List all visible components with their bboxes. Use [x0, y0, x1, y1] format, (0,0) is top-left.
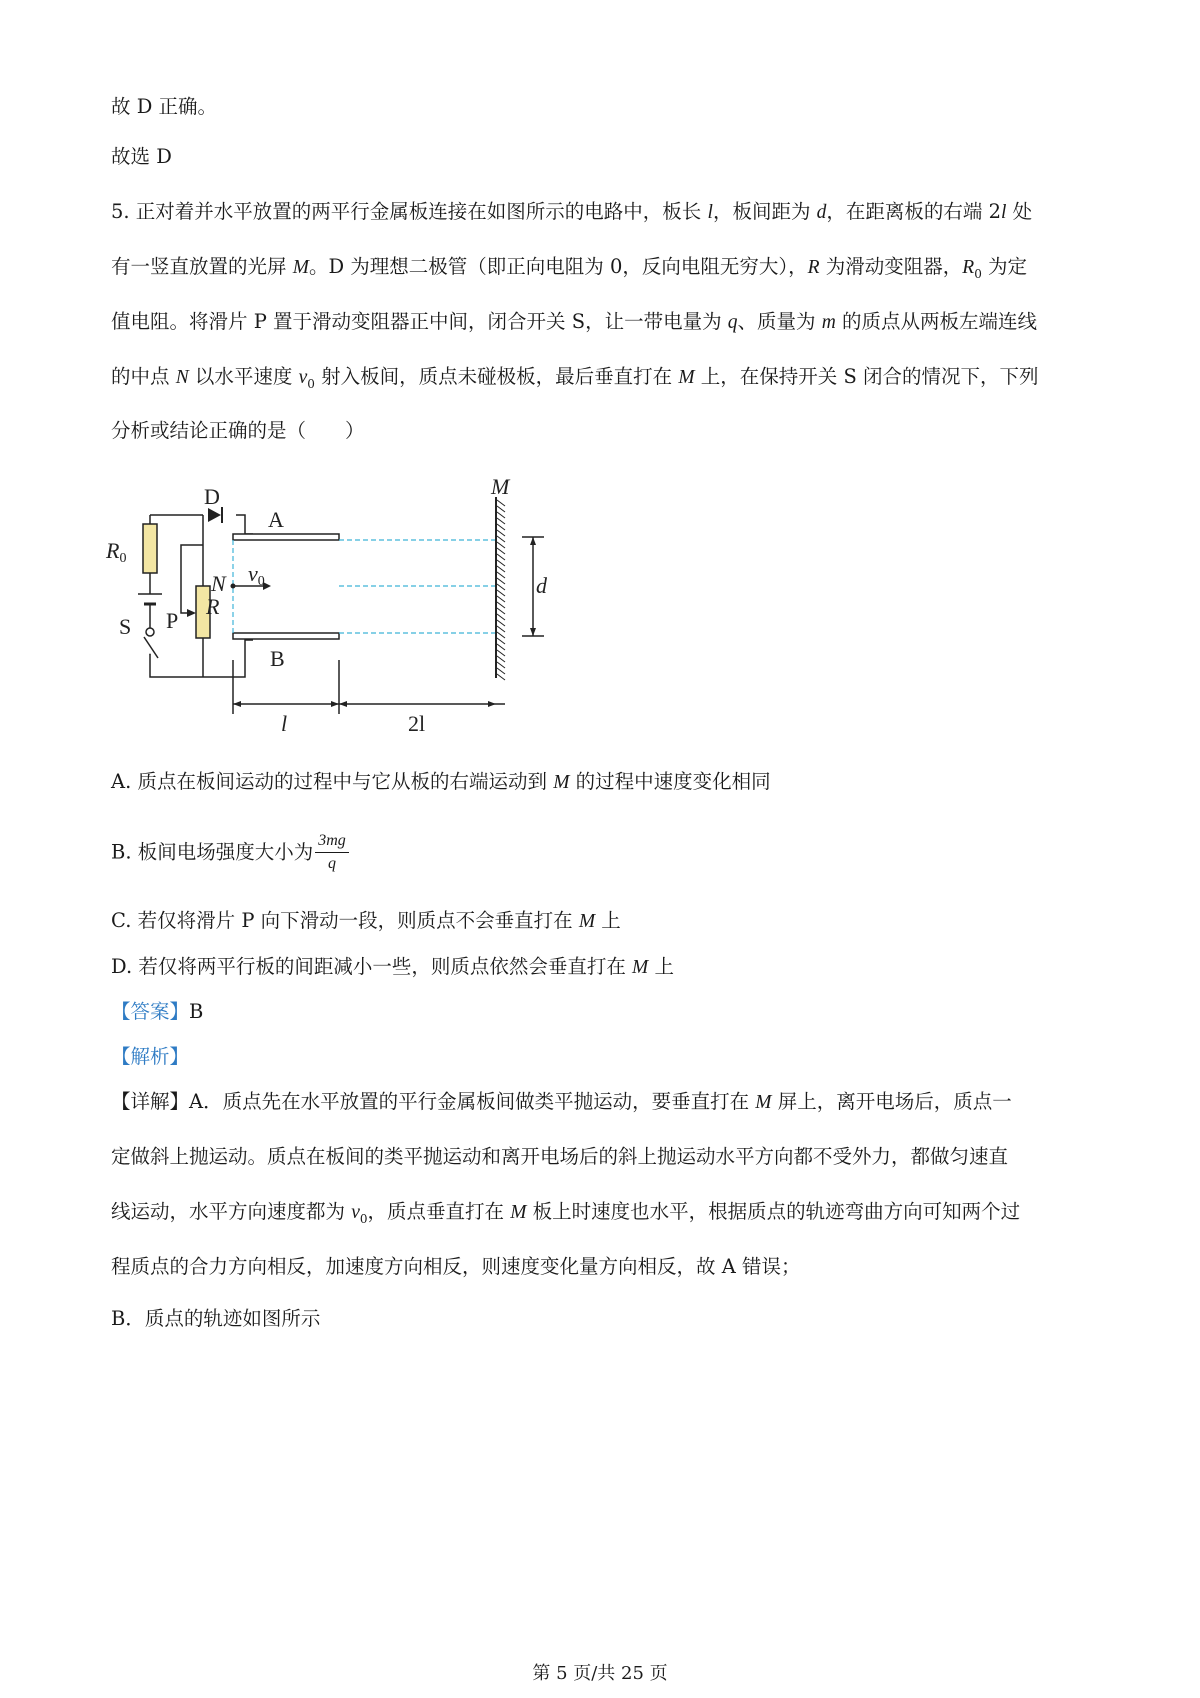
question-line-4: 的中点 N 以水平速度 $v_0$ 射入板间，质点未碰极板，最后垂直打在 M 上，在保持开关 S 闭合的情况下，下列	[111, 365, 1039, 391]
label-l: l	[281, 711, 288, 736]
question-line-3: 值电阻。将滑片 P 置于滑动变阻器正中间，闭合开关 S，让一带电量为 q、质量为 m 的质点从两板左端连线	[111, 310, 1038, 333]
question-line-5: 分析或结论正确的是（ ）	[111, 419, 365, 442]
prev-answer-line: 故 D 正确。	[111, 95, 218, 118]
option-a: A. 质点在板间运动的过程中与它从板的右端运动到 M 的过程中速度变化相同	[111, 770, 771, 793]
plate-b	[233, 633, 339, 639]
prev-choice-line: 故选 D	[111, 145, 172, 168]
efield-fraction: $\frac{3mg}{q}$	[315, 831, 349, 875]
detail-line-5: B．质点的轨迹如图所示	[111, 1307, 321, 1330]
page-footer: 第 5 页/共 25 页	[532, 1663, 668, 1684]
plate-a	[233, 534, 339, 540]
diode-d	[208, 507, 222, 523]
label-r-rheostat: R	[206, 594, 220, 619]
label-d-distance: d	[536, 573, 547, 598]
question-line-2: 有一竖直放置的光屏 M。D 为理想二极管（即正向电阻为 0，反向电阻无穷大），R 为滑动变阻器，$R_0$ 为定	[111, 255, 1028, 281]
option-b: B. 板间电场强度大小为 $\frac{3mg}{q}$	[111, 831, 349, 875]
label-r0: R0	[106, 538, 127, 566]
label-m-screen: M	[491, 474, 510, 499]
label-n: N	[211, 571, 226, 596]
detail-line-2: 定做斜上抛运动。质点在板间的类平抛运动和离开电场后的斜上抛运动水平方向都不受外力，都做匀速直	[111, 1145, 1009, 1168]
r0-resistor	[143, 524, 157, 573]
detail-line-4: 程质点的合力方向相反，加速度方向相反，则速度变化量方向相反，故 A 错误；	[111, 1255, 801, 1278]
detail-line-3: 线运动，水平方向速度都为 $v_0$，质点垂直打在 M 板上时速度也水平，根据质点的轨迹弯曲方向可知两个过	[111, 1200, 1021, 1226]
question-line-1: 5. 正对着并水平放置的两平行金属板连接在如图所示的电路中，板长 l，板间距为 d，在距离板的右端 2l 处	[111, 200, 1033, 223]
label-p-slider: P	[166, 608, 179, 633]
circuit-diagram	[106, 474, 578, 742]
label-plate-a: A	[268, 507, 284, 532]
slider-p-arrow	[187, 609, 196, 617]
switch-s	[144, 628, 158, 658]
analysis-tag: 【解析】	[111, 1045, 190, 1068]
detail-line-1: 【详解】A．质点先在水平放置的平行金属板间做类平抛运动，要垂直打在 M 屏上，离开电场后，质点一	[111, 1090, 1012, 1113]
label-2l: 2l	[408, 711, 426, 736]
screen-m	[496, 497, 505, 680]
label-plate-b: B	[270, 646, 285, 671]
label-s-switch: S	[119, 614, 132, 639]
label-d-diode: D	[204, 484, 220, 509]
label-v0: v0	[248, 561, 265, 589]
option-d: D. 若仅将两平行板的间距减小一些，则质点依然会垂直打在 M 上	[111, 955, 674, 978]
answer-line: 【答案】B	[111, 1000, 204, 1023]
option-c: C. 若仅将滑片 P 向下滑动一段，则质点不会垂直打在 M 上	[111, 909, 621, 932]
